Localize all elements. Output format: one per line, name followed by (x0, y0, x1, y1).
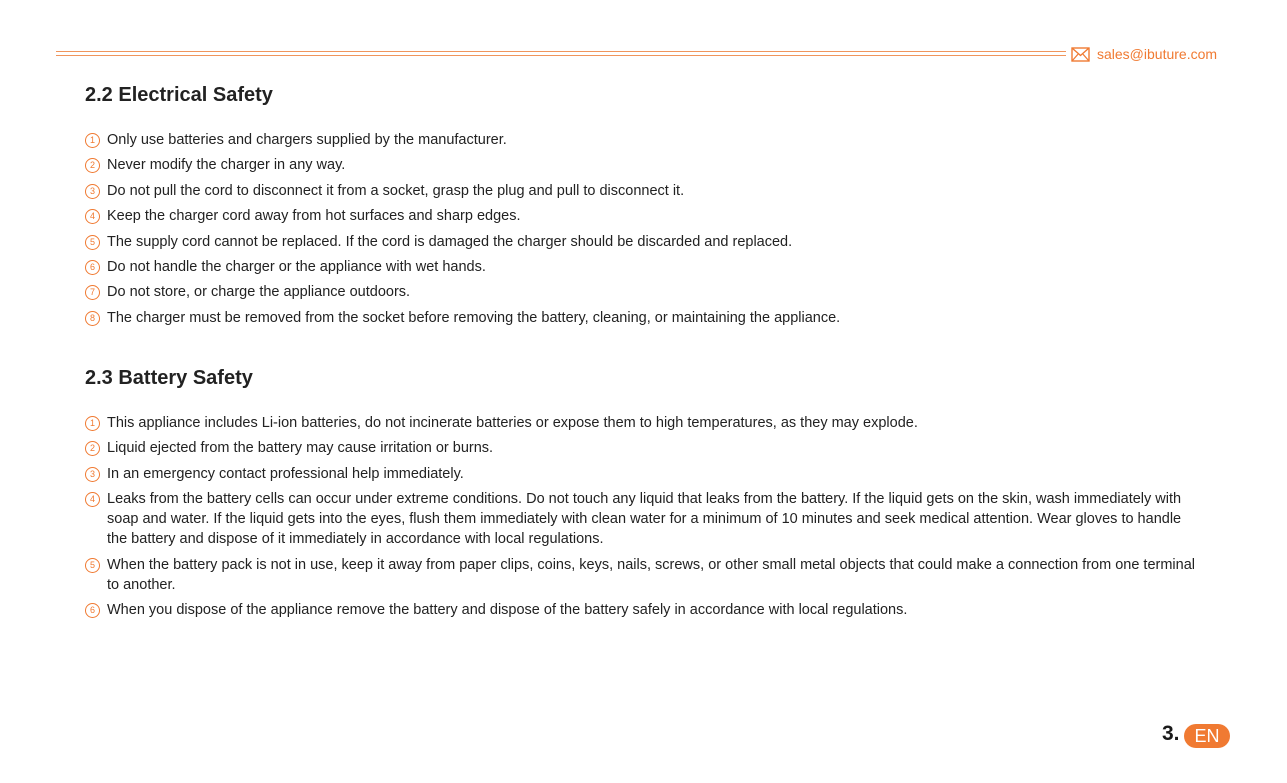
header-rule (56, 51, 1066, 57)
item-number: 1 (85, 416, 100, 431)
item-text: Only use batteries and chargers supplied by the manufacturer. (107, 132, 507, 148)
list-item (85, 181, 1200, 201)
list-item (85, 257, 1200, 277)
header-rule-line (56, 51, 1066, 52)
list-item (85, 130, 1200, 150)
list-item (85, 489, 1200, 549)
list-item (85, 438, 1200, 458)
item-text: When the battery pack is not in use, keep it away from paper clips, coins, keys, nails, screws, or other small metal objects that could make a connection from one terminal to another. (107, 556, 1195, 593)
list-item (85, 464, 1200, 484)
list-item (85, 232, 1200, 252)
item-number: 4 (85, 209, 100, 224)
header-rule-line (56, 55, 1066, 56)
list-item (85, 555, 1200, 595)
item-number: 3 (85, 184, 100, 199)
item-number: 6 (85, 603, 100, 618)
item-text: Do not handle the charger or the appliance with wet hands. (107, 258, 486, 275)
electrical-safety-list (85, 130, 1200, 333)
item-number: 7 (85, 285, 100, 300)
section-title-electrical-safety: 2.2 Electrical Safety (85, 84, 273, 106)
list-item (85, 206, 1200, 226)
item-number: 2 (85, 441, 100, 456)
item-number: 5 (85, 235, 100, 250)
item-text: Never modify the charger in any way. (107, 157, 346, 174)
list-item (85, 155, 1200, 175)
contact-email-text[interactable]: sales@ibuture.com (1097, 46, 1218, 62)
battery-safety-list (85, 413, 1200, 625)
item-number: 1 (85, 133, 100, 148)
item-number: 5 (85, 558, 100, 573)
item-number: 3 (85, 467, 100, 482)
item-text: Do not pull the cord to disconnect it from a socket, grasp the plug and pull to disconnect it. (107, 182, 685, 199)
item-text: This appliance includes Li-ion batteries, do not incinerate batteries or expose them to high temperatures, as they may explode. (107, 415, 918, 431)
list-item (85, 413, 1200, 433)
item-number: 8 (85, 311, 100, 326)
item-text: Do not store, or charge the appliance outdoors. (107, 284, 411, 301)
item-text: When you dispose of the appliance remove the battery and dispose of the battery safely in accordance with local regulations. (107, 601, 908, 618)
item-text: Leaks from the battery cells can occur under extreme conditions. Do not touch any liquid that leaks from the battery. If the liquid gets on the skin, wash immediately with soap and water. If the liquid gets into the eyes, flush them immediately with clean water for a minimum of 10 minutes and seek medical attention. Wear gloves to handle the battery and dispose of it immediately in accordance with local regulations. (107, 491, 1182, 548)
list-item (85, 308, 1200, 328)
language-badge: EN (1184, 724, 1230, 748)
item-text: Liquid ejected from the battery may cause irritation or burns. (107, 440, 494, 457)
contact-email[interactable] (1071, 46, 1217, 62)
page-number: 3. (1162, 722, 1180, 745)
envelope-icon (1071, 47, 1090, 62)
item-text: The supply cord cannot be replaced. If the cord is damaged the charger should be discarded and replaced. (107, 233, 793, 250)
item-number: 6 (85, 260, 100, 275)
list-item (85, 600, 1200, 620)
item-number: 2 (85, 158, 100, 173)
item-text: In an emergency contact professional help immediately. (107, 465, 464, 482)
item-text: The charger must be removed from the socket before removing the battery, cleaning, or maintaining the appliance. (107, 309, 841, 326)
item-text: Keep the charger cord away from hot surfaces and sharp edges. (107, 208, 521, 225)
list-item (85, 282, 1200, 302)
item-number: 4 (85, 492, 100, 507)
section-title-battery-safety: 2.3 Battery Safety (85, 367, 253, 389)
